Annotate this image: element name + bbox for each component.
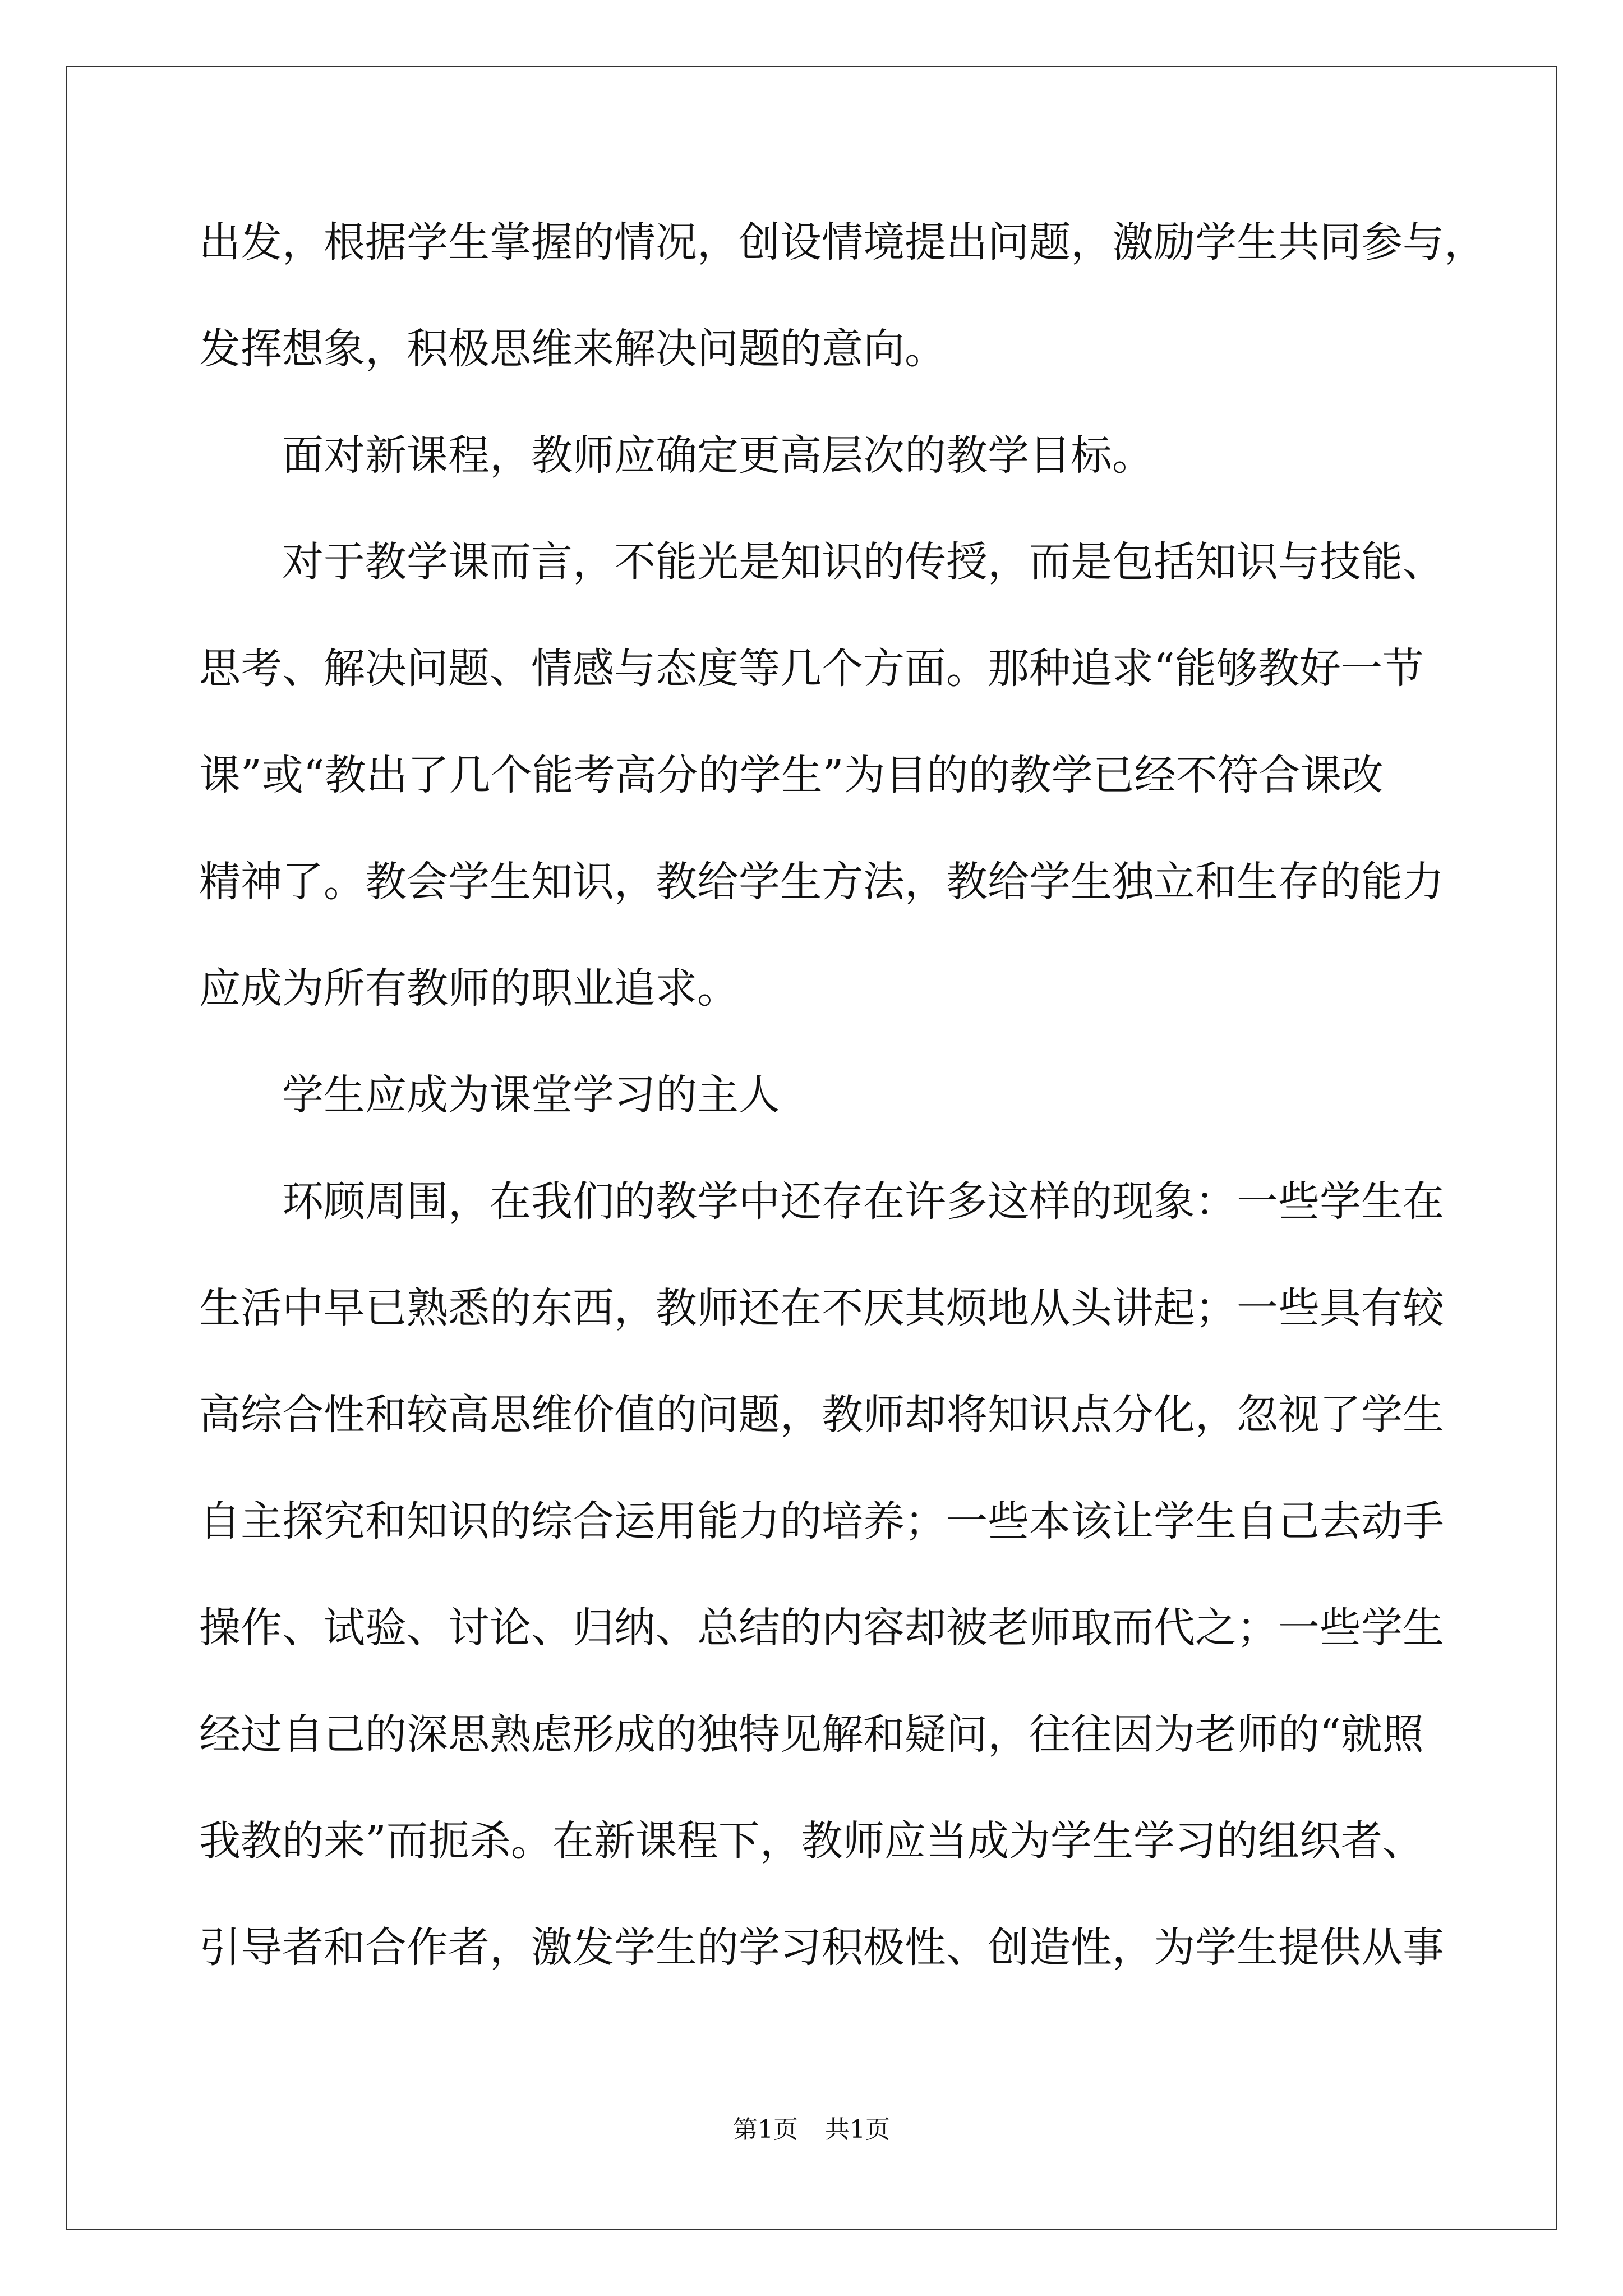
text-line: 课”或“教出了几个能考高分的学生”为目的的教学已经不符合课改 <box>199 751 1384 799</box>
text-line: 高综合性和较高思维价值的问题，教师却将知识点分化，忽视了学生 <box>199 1391 1444 1439</box>
text-line: 自主探究和知识的综合运用能力的培养；一些本该让学生自己去动手 <box>199 1497 1444 1545</box>
page-border <box>66 66 1557 2230</box>
text-line: 思考、解决问题、情感与态度等几个方面。那种追求“能够教好一节 <box>199 645 1424 693</box>
page-total: 共1页 <box>825 2115 890 2144</box>
text-line: 精神了。教会学生知识，教给学生方法，教给学生独立和生存的能力 <box>199 858 1444 906</box>
text-line: 操作、试验、讨论、归纳、总结的内容却被老师取而代之；一些学生 <box>199 1604 1444 1652</box>
page-number: 第1页 <box>733 2115 798 2144</box>
text-line: 出发，根据学生掌握的情况，创设情境提出问题，激励学生共同参与， <box>199 218 1486 266</box>
text-line: 发挥想象，积极思维来解决问题的意向。 <box>199 325 946 373</box>
text-line: 对于教学课而言，不能光是知识的传授，而是包括知识与技能、 <box>282 538 1444 586</box>
text-line: 引导者和合作者，激发学生的学习积极性、创造性，为学生提供从事 <box>199 1924 1444 1972</box>
text-line: 我教的来”而扼杀。在新课程下，教师应当成为学生学习的组织者、 <box>199 1817 1424 1865</box>
text-line: 经过自己的深思熟虑形成的独特见解和疑问，往往因为老师的“就照 <box>199 1710 1424 1759</box>
text-line: 生活中早已熟悉的东西，教师还在不厌其烦地从头讲起；一些具有较 <box>199 1284 1444 1332</box>
page-footer <box>0 2109 1623 2145</box>
text-line: 面对新课程，教师应确定更高层次的教学目标。 <box>282 431 1154 480</box>
text-line: 应成为所有教师的职业追求。 <box>199 964 739 1013</box>
text-line: 环顾周围，在我们的教学中还存在许多这样的现象：一些学生在 <box>282 1177 1444 1226</box>
section-heading: 学生应成为课堂学习的主人 <box>282 1071 780 1119</box>
